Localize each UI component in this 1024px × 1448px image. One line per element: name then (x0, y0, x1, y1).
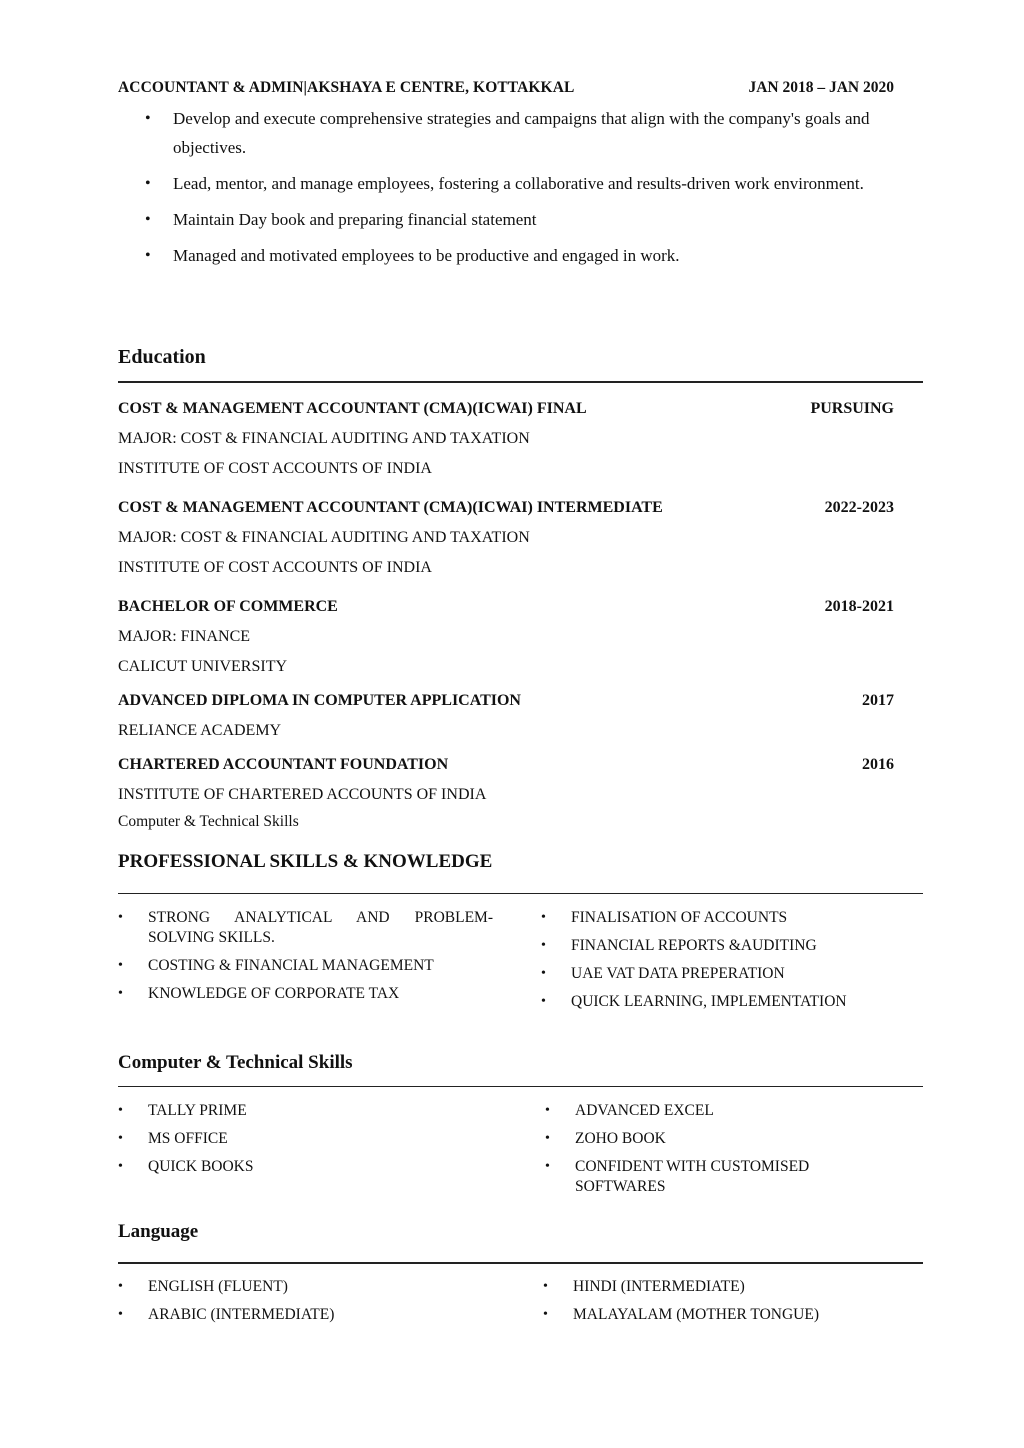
language-heading: Language (118, 1221, 199, 1242)
degree-title: COST & MANAGEMENT ACCOUNTANT (CMA)(ICWAI) FINAL (118, 400, 587, 417)
skill-item: • QUICK LEARNING, IMPLEMENTATION (541, 992, 921, 1012)
degree-institution: RELIANCE ACADEMY (118, 722, 282, 739)
computer-skills-divider (118, 1086, 923, 1087)
degree-year: 2022-2023 (824, 499, 894, 516)
professional-skills-left-list (118, 908, 493, 1012)
skill-item: • ZOHO BOOK (545, 1129, 855, 1149)
degree-title: COST & MANAGEMENT ACCOUNTANT (CMA)(ICWAI) INTERMEDIATE (118, 499, 663, 516)
skill-item: • UAE VAT DATA PREPERATION (541, 964, 921, 984)
experience-bullet: • Managed and motivated employees to be productive and engaged in work. (145, 241, 885, 270)
skill-item: • CONFIDENT WITH CUSTOMISED SOFTWARES (545, 1157, 855, 1197)
degree-title: CHARTERED ACCOUNTANT FOUNDATION (118, 756, 449, 773)
experience-bullet: • Maintain Day book and preparing financial statement (145, 205, 885, 234)
degree-major: MAJOR: COST & FINANCIAL AUDITING AND TAXATION (118, 430, 530, 447)
degree-major: MAJOR: COST & FINANCIAL AUDITING AND TAXATION (118, 529, 530, 546)
language-right-list (543, 1277, 913, 1333)
degree-institution: CALICUT UNIVERSITY (118, 658, 288, 675)
degree-institution: INSTITUTE OF COST ACCOUNTS OF INDIA (118, 460, 432, 477)
experience-bullet: • Develop and execute comprehensive strategies and campaigns that align with the company's goals and objectives. (145, 104, 885, 162)
degree-title: BACHELOR OF COMMERCE (118, 598, 338, 615)
education-divider (118, 381, 923, 383)
degree-year: 2017 (862, 692, 894, 709)
professional-skills-heading: PROFESSIONAL SKILLS & KNOWLEDGE (118, 851, 493, 872)
job-date: JAN 2018 – JAN 2020 (748, 79, 894, 96)
degree-year: 2018-2021 (824, 598, 894, 615)
language-divider (118, 1262, 923, 1264)
language-left-list (118, 1277, 498, 1333)
professional-skills-divider (118, 893, 923, 894)
computer-skills-heading: Computer & Technical Skills (118, 1052, 353, 1073)
skill-item: • QUICK BOOKS (118, 1157, 498, 1177)
language-item: • MALAYALAM (MOTHER TONGUE) (543, 1305, 913, 1325)
computer-skills-right-list (545, 1101, 855, 1205)
skill-item: • FINALISATION OF ACCOUNTS (541, 908, 921, 928)
experience-bullet-list (145, 104, 885, 277)
degree-institution: INSTITUTE OF CHARTERED ACCOUNTS OF INDIA (118, 786, 487, 803)
education-entry (118, 394, 894, 484)
experience-bullet: • Lead, mentor, and manage employees, fostering a collaborative and results-driven work environment. (145, 169, 885, 198)
skill-item: • FINANCIAL REPORTS &AUDITING (541, 936, 921, 956)
education-entry (118, 750, 894, 810)
language-item: • ENGLISH (FLUENT) (118, 1277, 498, 1297)
education-entry (118, 592, 894, 682)
skill-item: • KNOWLEDGE OF CORPORATE TAX (118, 984, 493, 1004)
skill-item: • TALLY PRIME (118, 1101, 498, 1121)
skill-item: • STRONG ANALYTICAL AND PROBLEM-SOLVING SKILLS. (118, 908, 493, 948)
education-entry (118, 493, 894, 583)
degree-title: ADVANCED DIPLOMA IN COMPUTER APPLICATION (118, 692, 521, 709)
job-title: ACCOUNTANT & ADMIN|AKSHAYA E CENTRE, KOTTAKKAL (118, 79, 575, 96)
degree-year: 2016 (862, 756, 894, 773)
degree-year: PURSUING (810, 400, 894, 417)
education-trailing-note: Computer & Technical Skills (118, 813, 299, 830)
skill-item: • COSTING & FINANCIAL MANAGEMENT (118, 956, 493, 976)
skill-item: • MS OFFICE (118, 1129, 498, 1149)
professional-skills-right-list (541, 908, 921, 1020)
language-item: • HINDI (INTERMEDIATE) (543, 1277, 913, 1297)
language-item: • ARABIC (INTERMEDIATE) (118, 1305, 498, 1325)
computer-skills-left-list (118, 1101, 498, 1185)
skill-item: • ADVANCED EXCEL (545, 1101, 855, 1121)
degree-institution: INSTITUTE OF COST ACCOUNTS OF INDIA (118, 559, 432, 576)
education-heading: Education (118, 346, 206, 368)
degree-major: MAJOR: FINANCE (118, 628, 251, 645)
education-entry (118, 686, 894, 746)
